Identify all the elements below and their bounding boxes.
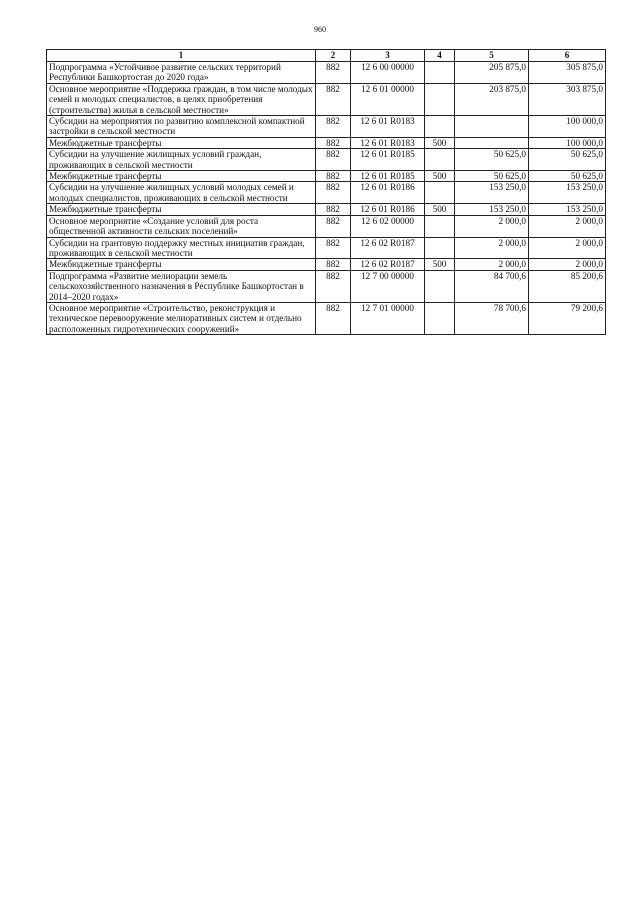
table-row bbox=[47, 62, 606, 84]
row-amount-col6-cell: 100 000,0 bbox=[529, 116, 606, 138]
row-amount-col6-cell: 79 200,6 bbox=[529, 302, 606, 334]
row-amount-col5-cell: 205 875,0 bbox=[455, 62, 529, 84]
row-amount-col6-cell: 50 625,0 bbox=[529, 149, 606, 171]
row-budget-code-cell: 12 6 01 R0186 bbox=[351, 204, 425, 215]
row-name-cell: Подпрограмма «Устойчивое развитие сельских территорий Республики Башкортостан до 2020 года» bbox=[47, 62, 316, 84]
row-name-cell: Межбюджетные трансферты bbox=[47, 204, 316, 215]
row-budget-code-cell: 12 6 02 R0187 bbox=[351, 237, 425, 259]
row-name-cell: Субсидии на грантовую поддержку местных инициатив граждан, проживающих в сельской местности bbox=[47, 237, 316, 259]
row-amount-col5-cell: 84 700,6 bbox=[455, 270, 529, 302]
table-row bbox=[47, 237, 606, 259]
table-row bbox=[47, 182, 606, 204]
row-admin-code-cell: 882 bbox=[316, 204, 351, 215]
table-row bbox=[47, 302, 606, 334]
row-amount-col5-cell: 2 000,0 bbox=[455, 237, 529, 259]
row-amount-col6-cell: 2 000,0 bbox=[529, 215, 606, 237]
row-admin-code-cell: 882 bbox=[316, 215, 351, 237]
row-expense-type-cell: 500 bbox=[425, 259, 455, 270]
row-budget-code-cell: 12 6 00 00000 bbox=[351, 62, 425, 84]
row-budget-code-cell: 12 6 01 R0185 bbox=[351, 149, 425, 171]
table-row bbox=[47, 259, 606, 270]
row-expense-type-cell bbox=[425, 62, 455, 84]
row-expense-type-cell bbox=[425, 215, 455, 237]
row-amount-col6-cell: 100 000,0 bbox=[529, 137, 606, 148]
table-row bbox=[47, 83, 606, 115]
row-admin-code-cell: 882 bbox=[316, 182, 351, 204]
row-expense-type-cell bbox=[425, 182, 455, 204]
row-name-cell: Основное мероприятие «Поддержка граждан, в том числе молодых семей и молодых специалистов, в целях приобретения (строительства) жилья в сельской местности» bbox=[47, 83, 316, 115]
row-name-cell: Межбюджетные трансферты bbox=[47, 259, 316, 270]
row-amount-col5-cell: 50 625,0 bbox=[455, 171, 529, 182]
table-row bbox=[47, 149, 606, 171]
row-amount-col6-cell: 153 250,0 bbox=[529, 182, 606, 204]
row-amount-col6-cell: 303 875,0 bbox=[529, 83, 606, 115]
row-expense-type-cell bbox=[425, 237, 455, 259]
table-header-row bbox=[47, 50, 606, 62]
table-row bbox=[47, 270, 606, 302]
column-header: 3 bbox=[351, 50, 425, 62]
row-name-cell: Межбюджетные трансферты bbox=[47, 171, 316, 182]
row-expense-type-cell bbox=[425, 83, 455, 115]
row-budget-code-cell: 12 6 01 R0185 bbox=[351, 171, 425, 182]
row-admin-code-cell: 882 bbox=[316, 83, 351, 115]
row-expense-type-cell: 500 bbox=[425, 204, 455, 215]
budget-table bbox=[46, 49, 606, 335]
row-expense-type-cell bbox=[425, 270, 455, 302]
row-amount-col6-cell: 153 250,0 bbox=[529, 204, 606, 215]
column-header: 5 bbox=[455, 50, 529, 62]
row-amount-col6-cell: 2 000,0 bbox=[529, 237, 606, 259]
row-budget-code-cell: 12 6 01 R0183 bbox=[351, 137, 425, 148]
row-amount-col5-cell: 203 875,0 bbox=[455, 83, 529, 115]
row-amount-col5-cell: 2 000,0 bbox=[455, 215, 529, 237]
row-admin-code-cell: 882 bbox=[316, 171, 351, 182]
row-admin-code-cell: 882 bbox=[316, 116, 351, 138]
row-name-cell: Субсидии на мероприятия по развитию комплексной компактной застройки в сельской местности bbox=[47, 116, 316, 138]
row-admin-code-cell: 882 bbox=[316, 302, 351, 334]
row-amount-col5-cell: 2 000,0 bbox=[455, 259, 529, 270]
table-row bbox=[47, 116, 606, 138]
row-budget-code-cell: 12 6 01 R0186 bbox=[351, 182, 425, 204]
row-amount-col5-cell: 153 250,0 bbox=[455, 204, 529, 215]
row-admin-code-cell: 882 bbox=[316, 62, 351, 84]
page-number: 960 bbox=[314, 25, 326, 34]
row-admin-code-cell: 882 bbox=[316, 237, 351, 259]
row-name-cell: Субсидии на улучшение жилищных условий граждан, проживающих в сельской местности bbox=[47, 149, 316, 171]
row-admin-code-cell: 882 bbox=[316, 149, 351, 171]
row-name-cell: Основное мероприятие «Создание условий для роста общественной активности сельских поселений» bbox=[47, 215, 316, 237]
row-admin-code-cell: 882 bbox=[316, 270, 351, 302]
row-budget-code-cell: 12 7 01 00000 bbox=[351, 302, 425, 334]
row-expense-type-cell: 500 bbox=[425, 171, 455, 182]
row-budget-code-cell: 12 6 01 00000 bbox=[351, 83, 425, 115]
row-amount-col5-cell: 78 700,6 bbox=[455, 302, 529, 334]
row-expense-type-cell: 500 bbox=[425, 137, 455, 148]
row-amount-col5-cell bbox=[455, 116, 529, 138]
row-expense-type-cell bbox=[425, 116, 455, 138]
row-admin-code-cell: 882 bbox=[316, 137, 351, 148]
row-name-cell: Субсидии на улучшение жилищных условий молодых семей и молодых специалистов, проживающих в сельской местности bbox=[47, 182, 316, 204]
column-header: 1 bbox=[47, 50, 316, 62]
column-header: 2 bbox=[316, 50, 351, 62]
row-amount-col5-cell: 50 625,0 bbox=[455, 149, 529, 171]
row-amount-col6-cell: 2 000,0 bbox=[529, 259, 606, 270]
table-row bbox=[47, 137, 606, 148]
column-header: 4 bbox=[425, 50, 455, 62]
table-row bbox=[47, 171, 606, 182]
row-amount-col5-cell bbox=[455, 137, 529, 148]
table-body bbox=[47, 62, 606, 335]
row-budget-code-cell: 12 6 02 00000 bbox=[351, 215, 425, 237]
row-admin-code-cell: 882 bbox=[316, 259, 351, 270]
row-name-cell: Подпрограмма «Развитие мелиорации земель сельскохозяйственного назначения в Республике Башкортостан в 2014–2020 годах» bbox=[47, 270, 316, 302]
row-amount-col5-cell: 153 250,0 bbox=[455, 182, 529, 204]
table-row bbox=[47, 215, 606, 237]
row-budget-code-cell: 12 6 01 R0183 bbox=[351, 116, 425, 138]
table-row bbox=[47, 204, 606, 215]
row-name-cell: Межбюджетные трансферты bbox=[47, 137, 316, 148]
row-amount-col6-cell: 50 625,0 bbox=[529, 171, 606, 182]
column-header: 6 bbox=[529, 50, 606, 62]
row-amount-col6-cell: 85 200,6 bbox=[529, 270, 606, 302]
row-budget-code-cell: 12 6 02 R0187 bbox=[351, 259, 425, 270]
row-amount-col6-cell: 305 875,0 bbox=[529, 62, 606, 84]
row-budget-code-cell: 12 7 00 00000 bbox=[351, 270, 425, 302]
row-expense-type-cell bbox=[425, 149, 455, 171]
row-expense-type-cell bbox=[425, 302, 455, 334]
row-name-cell: Основное мероприятие «Строительство, реконструкция и техническое перевооружение мелиоративных систем и отдельно расположенных гидротехнических сооружений» bbox=[47, 302, 316, 334]
